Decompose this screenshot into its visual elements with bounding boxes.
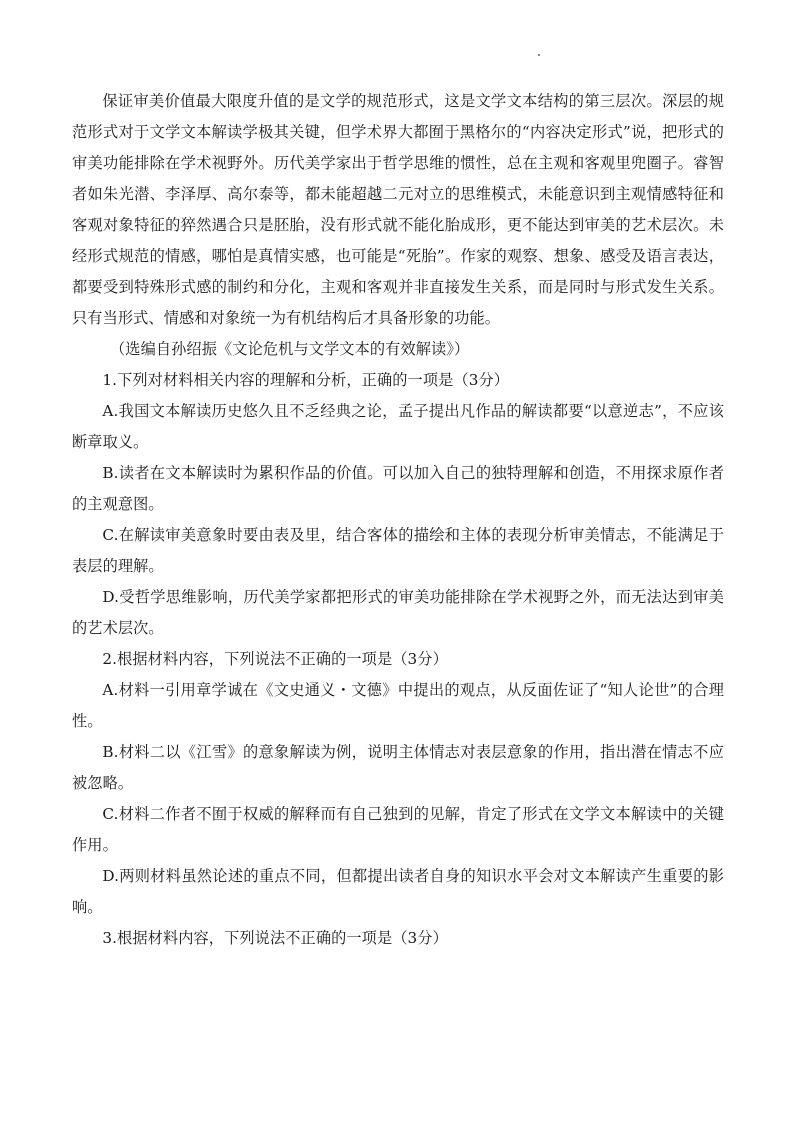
document-page	[72, 86, 724, 954]
passage-paragraph: 保证审美价值最大限度升值的是文学的规范形式，这是文学文本结构的第三层次。深层的规范形式对于文学文本解读学极其关键，但学术界大都囿于黑格尔的“内容决定形式”说，把形式的审美功能排除在学术视野外。历代美学家出于哲学思维的惯性，总在主观和客观里兜圈子。睿智者如朱光潜、李泽厚、高尔泰等，都未能超越二元对立的思维模式，未能意识到主观情感特征和客观对象特征的猝然遇合只是胚胎，没有形式就不能化胎成形，更不能达到审美的艺术层次。未经形式规范的情感，哪怕是真情实感，也可能是“死胎”。作家的观察、想象、感受及语言表达，都要受到特殊形式感的制约和分化，主观和客观并非直接发生关系，而是同时与形式发生关系。只有当形式、情感和对象统一为有机结构后才具备形象的功能。	[72, 92, 724, 327]
question-2-option-a: A.材料一引用章学诚在《文史通义・文德》中提出的观点，从反面佐证了“知人论世”的合理性。	[72, 681, 724, 730]
question-1-option-a: A.我国文本解读历史悠久且不乏经典之论，孟子提出凡作品的解读都要“以意逆志”，不应该断章取义。	[72, 402, 724, 451]
question-3-stem: 3.根据材料内容，下列说法不正确的一项是（3分）	[102, 929, 448, 947]
question-2-stem: 2.根据材料内容，下列说法不正确的一项是（3分）	[102, 650, 448, 668]
question-1-option-b: B.读者在文本解读时为累积作品的价值。可以加入自己的独特理解和创造，不用探求原作者的主观意图。	[72, 464, 724, 513]
question-1-option-c: C.在解读审美意象时要由表及里，结合客体的描绘和主体的表现分析审美情志，不能满足于表层的理解。	[72, 526, 724, 575]
question-1-stem: 1.下列对材料相关内容的理解和分析，正确的一项是（3分）	[102, 371, 510, 389]
scan-speck	[538, 54, 540, 56]
question-2-option-b: B.材料二以《江雪》的意象解读为例，说明主体情志对表层意象的作用，指出潜在情志不应被忽略。	[72, 743, 724, 792]
source-citation: （选编自孙绍振《文论危机与文学文本的有效解读》）	[110, 340, 470, 358]
question-2-option-c: C.材料二作者不囿于权威的解释而有自己独到的见解，肯定了形式在文学文本解读中的关键作用。	[72, 805, 724, 854]
question-1-option-d: D.受哲学思维影响，历代美学家都把形式的审美功能排除在学术视野之外，而无法达到审美的艺术层次。	[72, 588, 724, 637]
question-2-option-d: D.两则材料虽然论述的重点不同，但都提出读者自身的知识水平会对文本解读产生重要的影响。	[72, 867, 724, 916]
